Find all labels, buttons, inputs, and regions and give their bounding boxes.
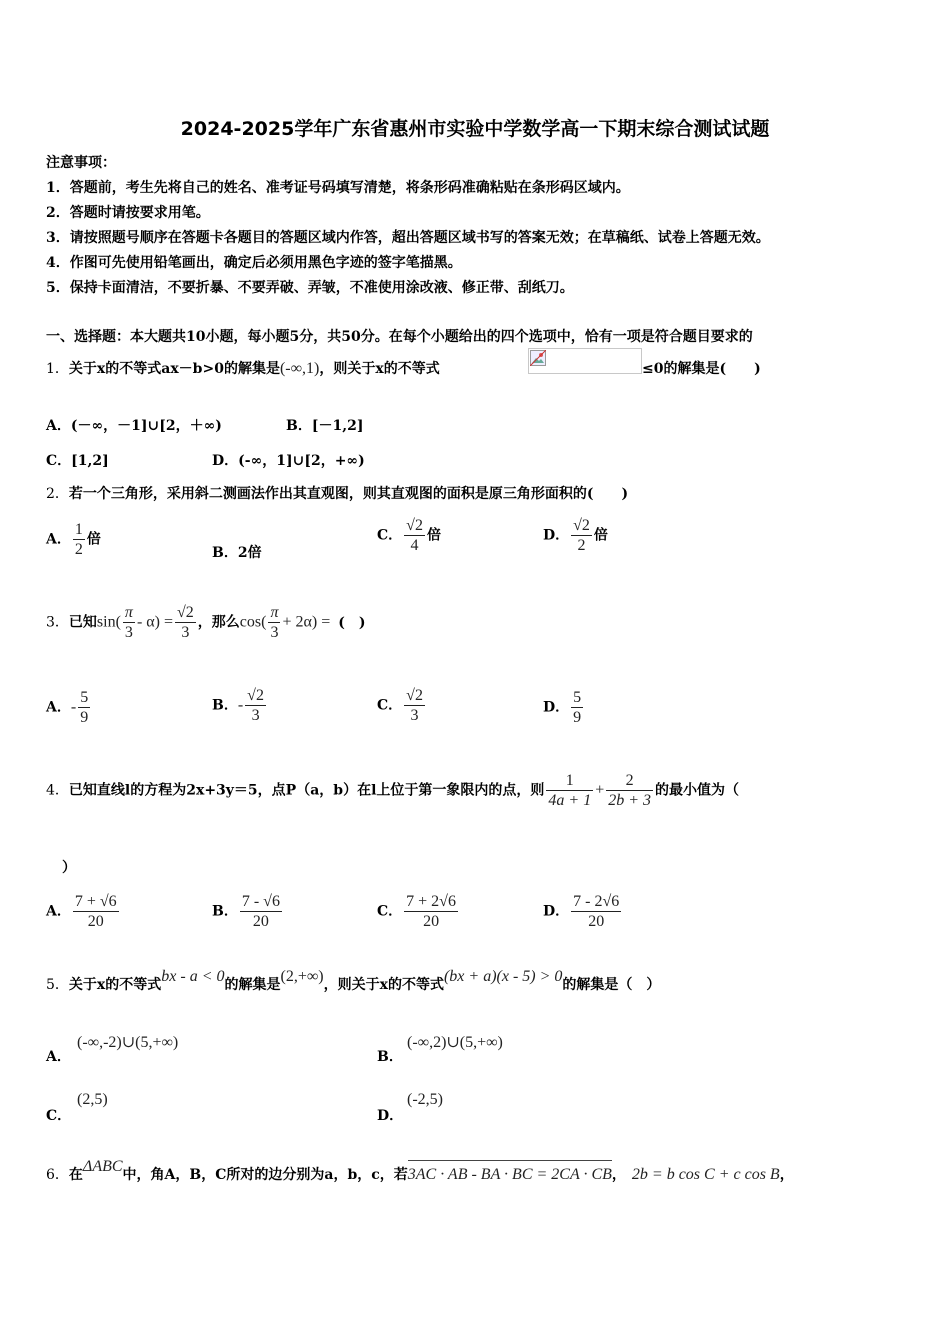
q5-option-b: (-∞,2)∪(5,+∞): [407, 1034, 503, 1051]
q4-number: 4．: [46, 782, 69, 799]
q3-expr2-a: cos(: [239, 613, 267, 631]
q5-text-b: 的解集是: [224, 977, 281, 993]
q4-b-fraction: [240, 892, 282, 931]
notice-item-2: 2．答题时请按要求用笔。: [46, 205, 210, 221]
q4-text-a: 已知直线l的方程为2x+3y＝5，点P（a，b）在l上位于第一象限内的点，则: [68, 782, 545, 799]
q4-d-label: D．: [543, 903, 570, 920]
q2-c-num: √2: [406, 517, 423, 534]
q3-text-a: 已知: [68, 614, 97, 631]
q3-b-sign: -: [237, 696, 244, 714]
q5-text-d: 的解集是（ ）: [562, 977, 661, 993]
q3-c-den: 3: [410, 707, 419, 724]
q4-text-c: ）: [62, 860, 76, 876]
q5-d-label: D．: [377, 1108, 404, 1124]
q6-stem: [46, 1158, 794, 1184]
q4-fraction-2: [606, 771, 653, 810]
q3-rhs-fraction: [175, 603, 196, 642]
notice-heading: 注意事项：: [46, 155, 116, 171]
q5-option-a: (-∞,-2)∪(5,+∞): [77, 1034, 179, 1051]
q3-option-a: [46, 688, 92, 727]
q4-fraction-1: [546, 771, 593, 810]
q3-c-fraction: [404, 686, 425, 725]
q5-inequality-2: (bx + a)(x - 5) > 0: [443, 968, 563, 985]
q3-expr1-a: sin(: [96, 613, 121, 631]
q4-option-b: [212, 892, 284, 931]
q4-f1-den: 4a + 1: [548, 792, 592, 809]
q3-b-den: 3: [251, 707, 260, 724]
q4-b-label: B．: [212, 903, 238, 920]
q6-separator: ，: [611, 1167, 626, 1183]
q3-d-fraction: [571, 688, 583, 727]
q2-option-b: B．2倍: [212, 545, 262, 561]
q1-number: 1．: [46, 361, 69, 377]
q3-option-d: [543, 688, 585, 727]
q5-inequality-1: bx - a < 0: [161, 968, 225, 985]
q1-stem: [46, 358, 440, 378]
q6-end: ，: [779, 1167, 794, 1183]
q3-number: 3．: [46, 614, 69, 631]
q1-interval: (-∞,1): [279, 360, 320, 377]
q2-c-label: C．: [377, 527, 403, 544]
q3-expr2-num: π: [270, 604, 279, 621]
q4-c-fraction: [404, 892, 458, 931]
q4-d-fraction: [571, 892, 621, 931]
broken-image-icon: [530, 350, 546, 366]
q3-expr2-den: 3: [270, 624, 279, 641]
q2-option-c: [377, 516, 441, 555]
q3-expr2-b: + 2α) =: [282, 613, 331, 631]
q3-expr1-fraction: [123, 603, 135, 642]
q5-stem: [46, 968, 661, 994]
q6-equation-2: 2b = b cos C + c cos B: [631, 1166, 780, 1183]
q3-d-label: D．: [543, 699, 570, 716]
q3-rhs-den: 3: [181, 624, 190, 641]
q2-a-den: 2: [74, 541, 83, 558]
q5-number: 5．: [46, 977, 69, 993]
q4-plus: +: [595, 781, 605, 799]
q3-a-label: A．: [46, 699, 71, 716]
q3-b-num: √2: [247, 687, 264, 704]
q2-text: 若一个三角形，采用斜二测画法作出其直观图，则其直观图的面积是原三角形面积的( ): [68, 486, 629, 502]
q3-expr2-fraction: [268, 603, 280, 642]
notice-item-3: 3．请按照题号顺序在答题卡各题目的答题区域内作答，超出答题区域书写的答案无效；在草稿纸、试卷上答题无效。: [46, 230, 770, 246]
q6-text-b: 中，角A，B，C所对的边分别为a，b，c，若: [122, 1167, 408, 1183]
q6-triangle: ΔABC: [82, 1158, 123, 1175]
q1-option-a: A．(－∞，－1]∪[2，＋∞): [46, 418, 222, 434]
q1-text-a: 关于x的不等式ax－b>0的解集是: [68, 361, 280, 377]
q3-b-fraction: [245, 686, 266, 725]
q2-d-num: √2: [573, 517, 590, 534]
q2-option-a: [46, 520, 101, 559]
q4-option-d: [543, 892, 623, 931]
q6-number: 6．: [46, 1167, 69, 1183]
q5-b-label: B．: [377, 1049, 403, 1065]
q2-d-den: 2: [577, 537, 586, 554]
q5-set-1: (2,+∞): [280, 968, 324, 985]
q4-a-fraction: [73, 892, 119, 931]
q4-f2-num: 2: [606, 771, 653, 791]
q2-d-label: D．: [543, 527, 570, 544]
section-heading: 一、选择题：本大题共10小题，每小题5分，共50分。在每个小题给出的四个选项中，恰有一项是符合题目要求的: [46, 329, 753, 345]
q5-option-d: (-2,5): [407, 1091, 443, 1108]
q4-c-den: 20: [423, 913, 440, 930]
q2-d-fraction: [571, 516, 592, 555]
q5-text-c: ，则关于x的不等式: [323, 977, 444, 993]
q3-expr1-den: 3: [124, 624, 133, 641]
notice-item-1: 1．答题前，考生先将自己的姓名、准考证号码填写清楚，将条形码准确粘贴在条形码区域内。: [46, 180, 630, 196]
q3-expr1-b: - α) =: [136, 613, 173, 631]
q2-a-label: A．: [46, 531, 71, 548]
q4-b-den: 20: [252, 913, 269, 930]
broken-image-placeholder: [528, 348, 642, 374]
q2-a-fraction: [73, 520, 85, 559]
q1-option-b: B．[－1,2]: [286, 418, 364, 434]
q3-paren: ( ): [338, 614, 366, 631]
q1-option-c: C．[1,2]: [46, 453, 109, 469]
page-title: 2024-2025学年广东省惠州市实验中学数学高一下期末综合测试试题: [180, 118, 770, 140]
q3-a-sign: -: [70, 698, 77, 716]
q4-a-den: 20: [87, 913, 104, 930]
q5-a-label: A．: [46, 1049, 71, 1065]
q4-f2-den: 2b + 3: [608, 792, 652, 809]
q3-option-c: [377, 686, 427, 725]
q2-stem: [46, 483, 628, 503]
q3-d-num: 5: [573, 689, 582, 706]
q3-stem: [46, 603, 365, 642]
q2-c-den: 4: [410, 537, 419, 554]
q6-vector-equation: 3AC · AB - BA · BC = 2CA · CB: [407, 1166, 612, 1183]
q3-c-num: √2: [406, 687, 423, 704]
q3-expr1-num: π: [124, 604, 133, 621]
q3-text-b: ，那么: [197, 614, 240, 631]
q4-stem: [46, 771, 739, 810]
q1-option-d: D．(-∞，1]∪[2，+∞): [212, 453, 365, 469]
q2-option-d: [543, 516, 608, 555]
q4-a-label: A．: [46, 903, 71, 920]
q2-c-unit: 倍: [426, 527, 441, 544]
notice-item-4: 4．作图可先使用铅笔画出，确定后必须用黑色字迹的签字笔描黑。: [46, 255, 462, 271]
q3-d-den: 9: [573, 709, 582, 726]
q5-text-a: 关于x的不等式: [68, 977, 162, 993]
q3-c-label: C．: [377, 697, 403, 714]
q2-a-unit: 倍: [86, 531, 101, 548]
q4-c-label: C．: [377, 903, 403, 920]
q2-d-unit: 倍: [593, 527, 608, 544]
q1-text-c: ≤0的解集是( ): [642, 361, 761, 377]
q4-a-num: 7 + √6: [74, 893, 117, 910]
q4-text-b: 的最小值为（: [655, 782, 740, 799]
notice-item-5: 5．保持卡面清洁，不要折暴、不要弄破、弄皱，不准使用涂改液、修正带、刮纸刀。: [46, 280, 574, 296]
q4-option-a: [46, 892, 121, 931]
q5-c-label: C．: [46, 1108, 72, 1124]
q2-number: 2．: [46, 486, 69, 502]
q4-f1-num: 1: [546, 771, 593, 791]
q4-c-num: 7 + 2√6: [406, 893, 456, 910]
q6-text-a: 在: [68, 1167, 83, 1183]
q4-d-den: 20: [588, 913, 605, 930]
q5-option-c: (2,5): [77, 1091, 108, 1108]
q3-option-b: [212, 686, 268, 725]
q3-a-fraction: [78, 688, 90, 727]
q3-b-label: B．: [212, 697, 238, 714]
q4-option-c: [377, 892, 460, 931]
q1-text-b: ，则关于x的不等式: [319, 361, 440, 377]
q4-b-num: 7 - √6: [241, 893, 280, 910]
q3-a-den: 9: [80, 709, 89, 726]
q2-a-num: 1: [74, 521, 83, 538]
q4-d-num: 7 - 2√6: [573, 893, 620, 910]
q3-rhs-num: √2: [177, 604, 194, 621]
q3-a-num: 5: [80, 689, 89, 706]
q2-c-fraction: [404, 516, 425, 555]
